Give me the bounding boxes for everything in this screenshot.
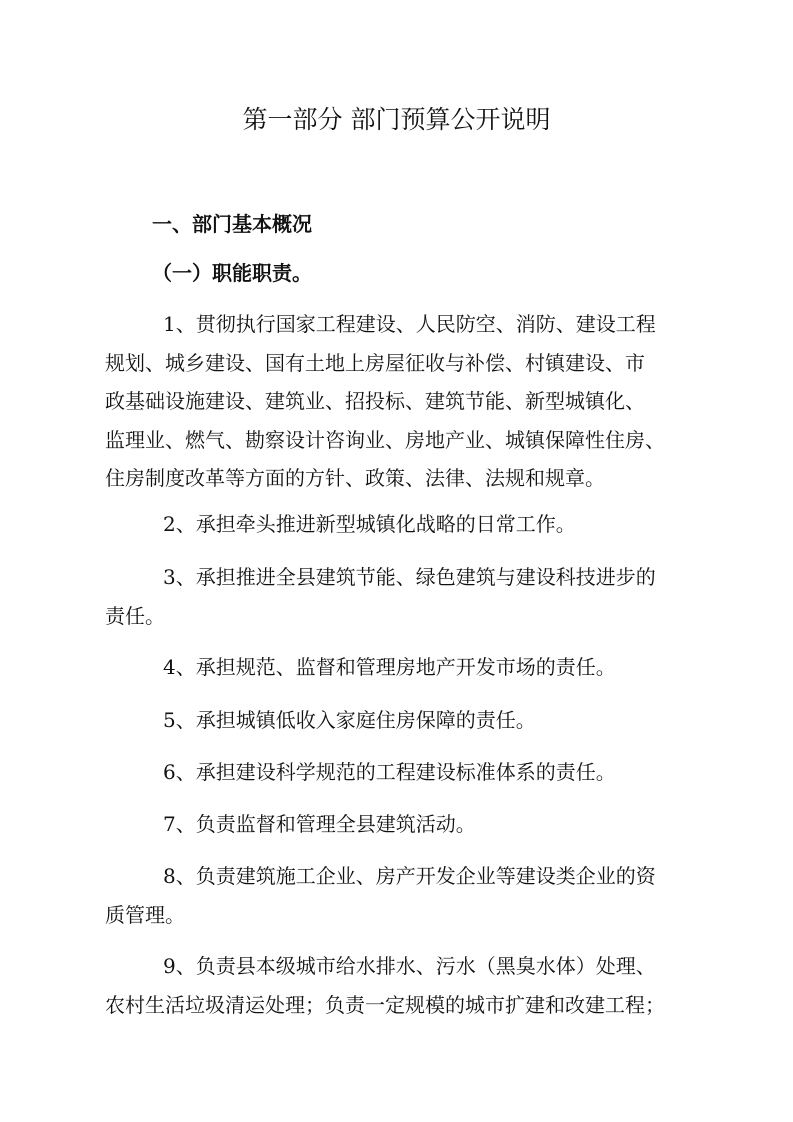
paragraph-line: 规划、城乡建设、国有土地上房屋征收与补偿、村镇建设、市 (105, 350, 645, 375)
paragraph-line: 政基础设施建设、建筑业、招投标、建筑节能、新型城镇化、 (105, 389, 645, 413)
paragraph-line: 农村生活垃圾清运处理；负责一定规模的城市扩建和改建工程； (105, 992, 665, 1017)
paragraph-line: 3、承担推进全县建筑节能、绿色建筑与建设科技进步的 (163, 565, 656, 589)
paragraph-item-5 (105, 701, 705, 740)
paragraph-line: 8、负责建筑施工企业、房产开发企业等建设类企业的资 (163, 864, 656, 888)
section-heading: 一、部门基本概况 (152, 212, 312, 236)
paragraph-line: 6、承担建设科学规范的工程建设标准体系的责任。 (163, 760, 616, 784)
paragraph-line: 9、负责县本级城市给水排水、污水（黑臭水体）处理、 (163, 954, 656, 978)
paragraph-line: 1、贯彻执行国家工程建设、人民防空、消防、建设工程 (163, 312, 656, 336)
paragraph-item-8 (105, 857, 705, 934)
paragraph-item-3 (105, 558, 705, 635)
paragraph-line: 住房制度改革等方面的方针、政策、法律、法规和规章。 (105, 466, 605, 490)
paragraph-item-7 (105, 805, 705, 844)
paragraph-item-2 (105, 505, 705, 544)
paragraph-line: 监理业、燃气、勘察设计咨询业、房地产业、城镇保障性住房、 (105, 427, 665, 452)
paragraph-line: 4、承担规范、监督和管理房地产开发市场的责任。 (163, 655, 616, 679)
paragraph-item-1 (105, 305, 705, 498)
paragraph-line: 7、负责监督和管理全县建筑活动。 (163, 812, 476, 836)
subsection-heading: （一）职能职责。 (152, 261, 312, 285)
paragraph-item-9 (105, 947, 705, 1024)
paragraph-line: 质管理。 (105, 902, 185, 927)
paragraph-item-6 (105, 753, 705, 792)
page-title: 第一部分 部门预算公开说明 (242, 105, 551, 134)
paragraph-line: 5、承担城镇低收入家庭住房保障的责任。 (163, 708, 536, 732)
paragraph-line: 2、承担牵头推进新型城镇化战略的日常工作。 (163, 512, 576, 536)
paragraph-line: 责任。 (105, 603, 165, 628)
paragraph-item-4 (105, 648, 705, 687)
